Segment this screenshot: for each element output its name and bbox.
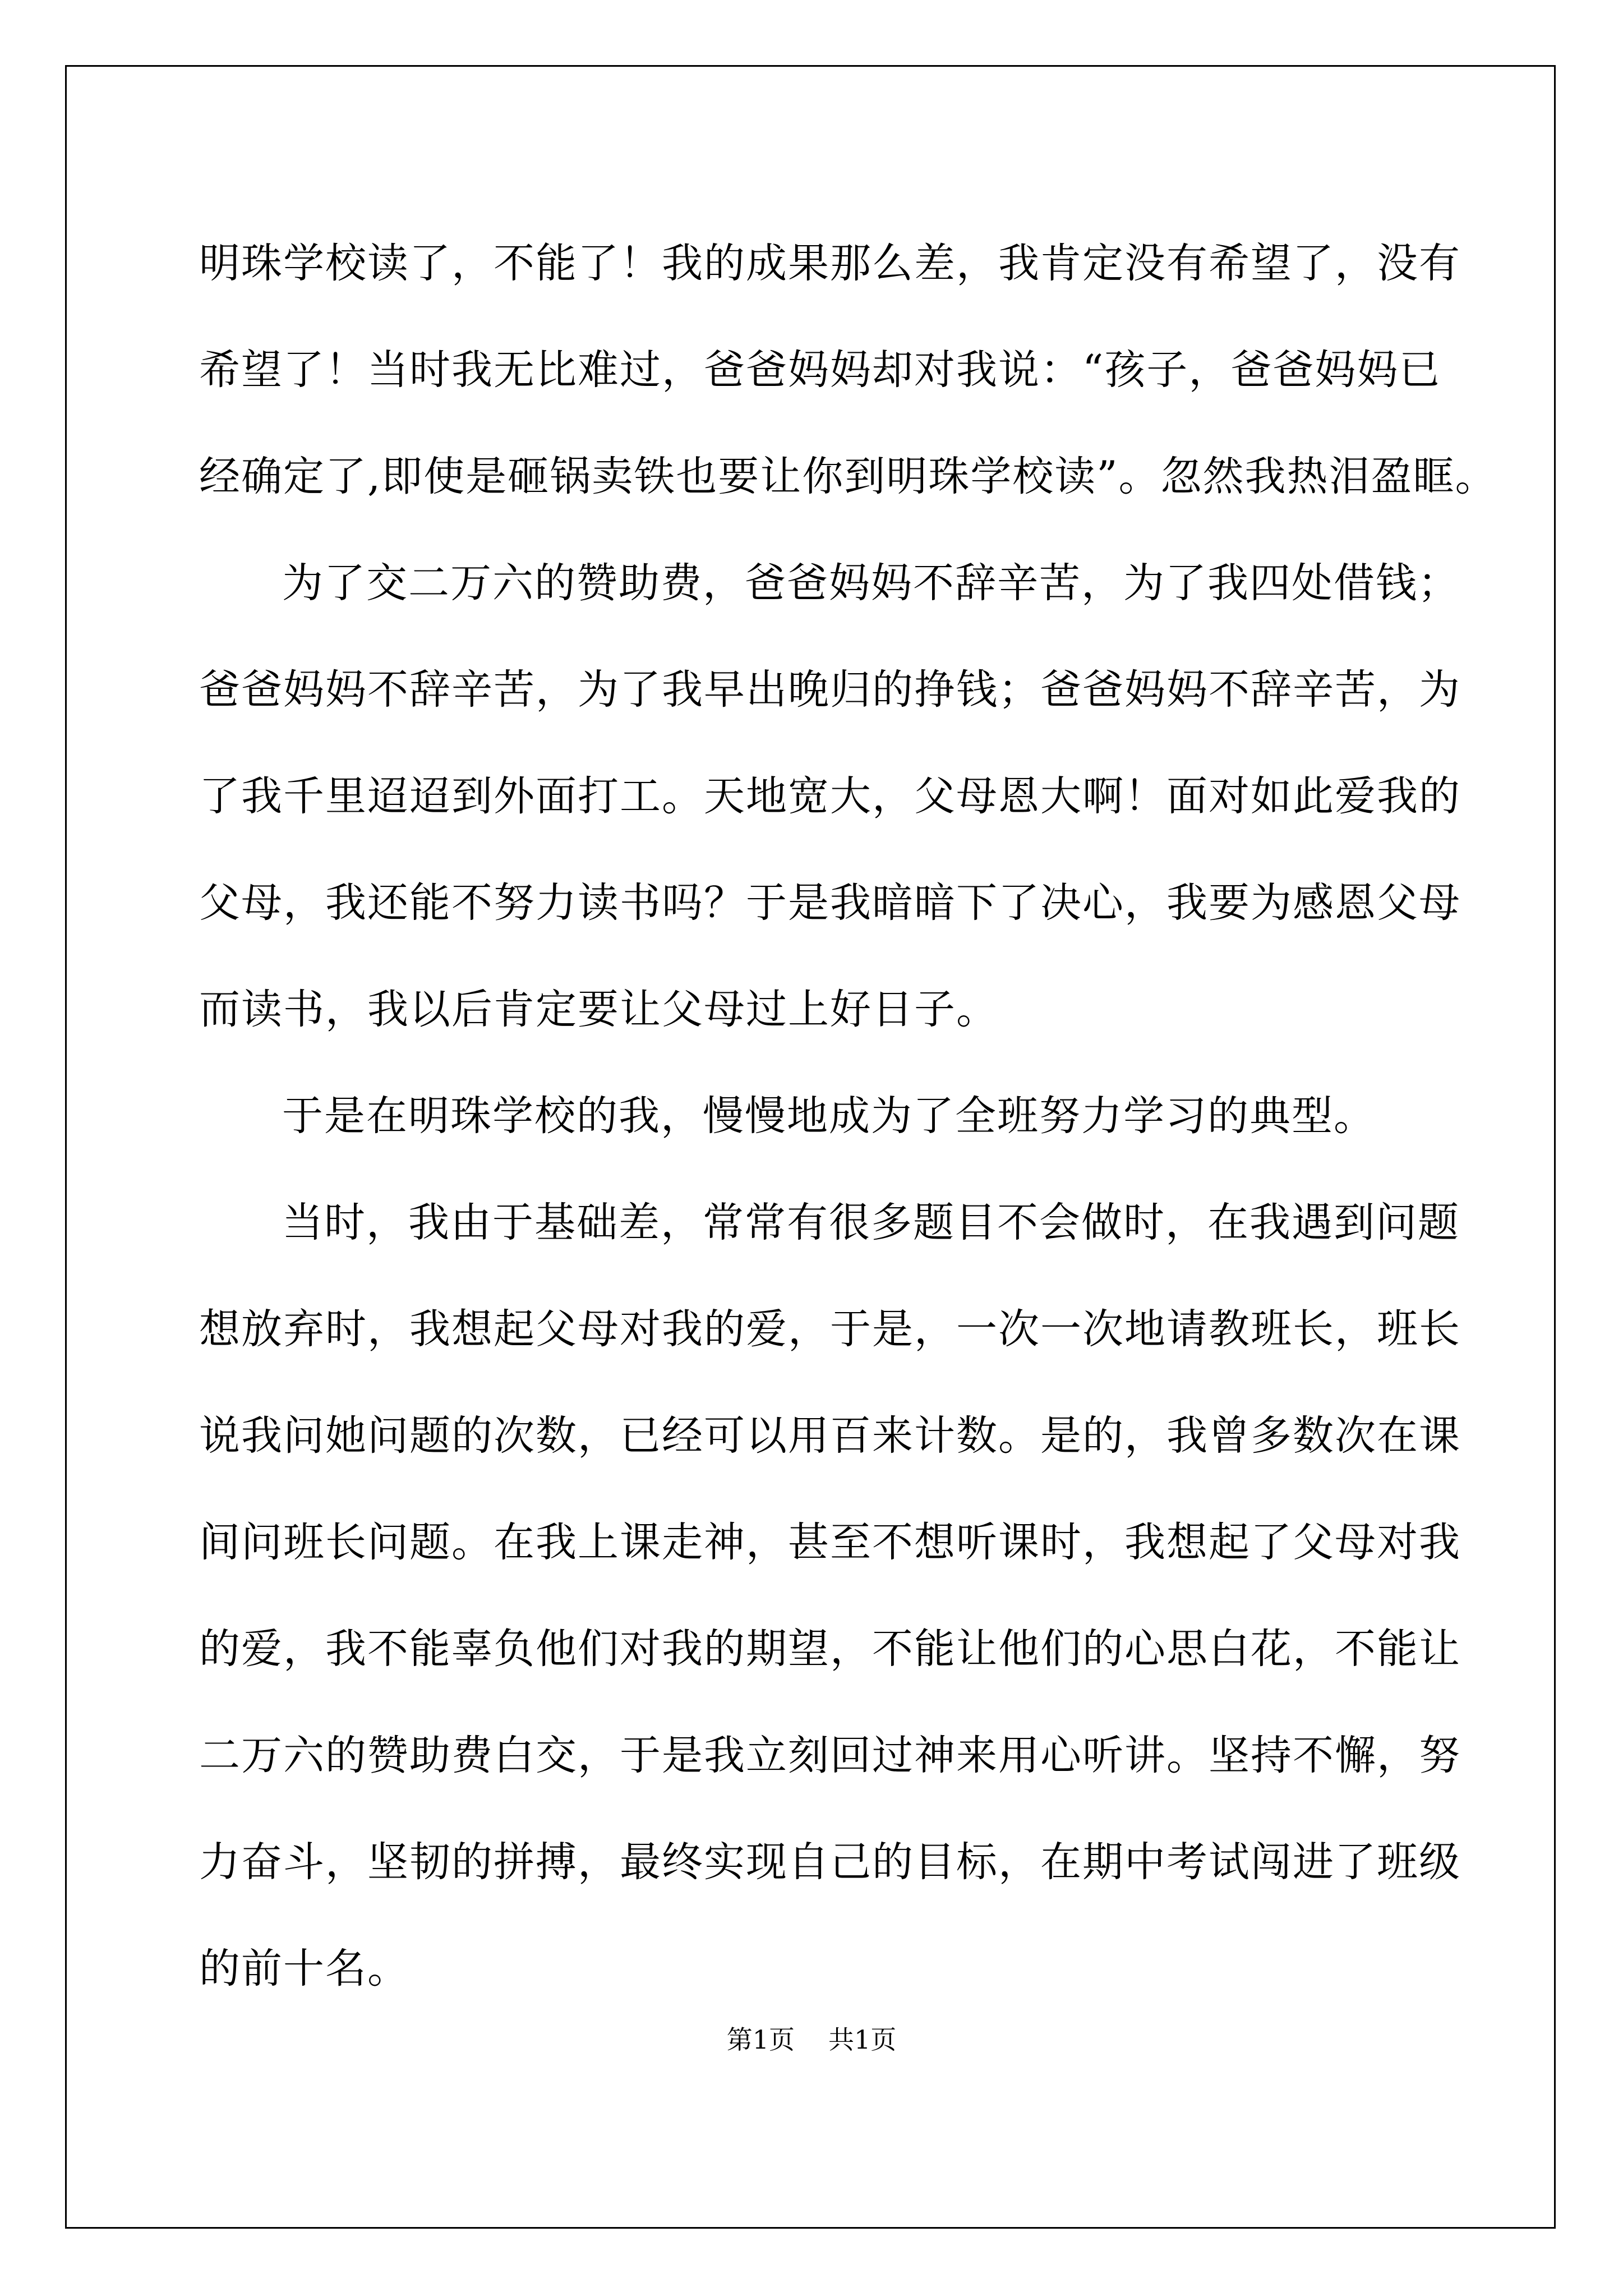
text-line: 希望了！当时我无比难过，爸爸妈妈却对我说：“孩子，爸爸妈妈已 [199,346,1441,394]
text-line: 经确定了,即使是砸锅卖铁也要让你到明珠学校读”。忽然我热泪盈眶。 [199,453,1497,500]
text-line: 爸爸妈妈不辞辛苦，为了我早出晚归的挣钱；爸爸妈妈不辞辛苦，为 [199,666,1461,714]
text-line: 想放弃时，我想起父母对我的爱，于是，一次一次地请教班长，班长 [199,1305,1461,1353]
text-line: 的爱，我不能辜负他们对我的期望，不能让他们的心思白花，不能让 [199,1625,1461,1673]
paragraph-start-line: 为了交二万六的赞助费，爸爸妈妈不辞辛苦，为了我四处借钱； [282,559,1460,607]
text-line: 了我千里迢迢到外面打工。天地宽大，父母恩大啊！面对如此爱我的 [199,772,1461,820]
page-footer [0,2019,1623,2056]
document-body [199,210,1497,2022]
text-line: 说我问她问题的次数，已经可以用百来计数。是的，我曾多数次在课 [199,1412,1461,1460]
page-number: 第1页 [726,2024,795,2055]
text-line: 明珠学校读了，不能了！我的成果那么差，我肯定没有希望了，没有 [199,240,1461,287]
text-line: 的前十名。 [199,1945,409,1993]
page-total: 共1页 [828,2024,897,2055]
paragraph-start-line: 于是在明珠学校的我，慢慢地成为了全班努力学习的典型。 [282,1092,1376,1140]
paragraph-start-line: 当时，我由于基础差，常常有很多题目不会做时，在我遇到问题 [282,1199,1460,1246]
text-line: 而读书，我以后肯定要让父母过上好日子。 [199,986,998,1033]
text-line: 二万六的赞助费白交，于是我立刻回过神来用心听讲。坚持不懈，努 [199,1732,1461,1779]
text-line: 父母，我还能不努力读书吗？于是我暗暗下了决心，我要为感恩父母 [199,879,1461,927]
text-line: 间问班长问题。在我上课走神，甚至不想听课时，我想起了父母对我 [199,1519,1461,1566]
text-line: 力奋斗，坚韧的拼搏，最终实现自己的目标，在期中考试闯进了班级 [199,1838,1461,1886]
